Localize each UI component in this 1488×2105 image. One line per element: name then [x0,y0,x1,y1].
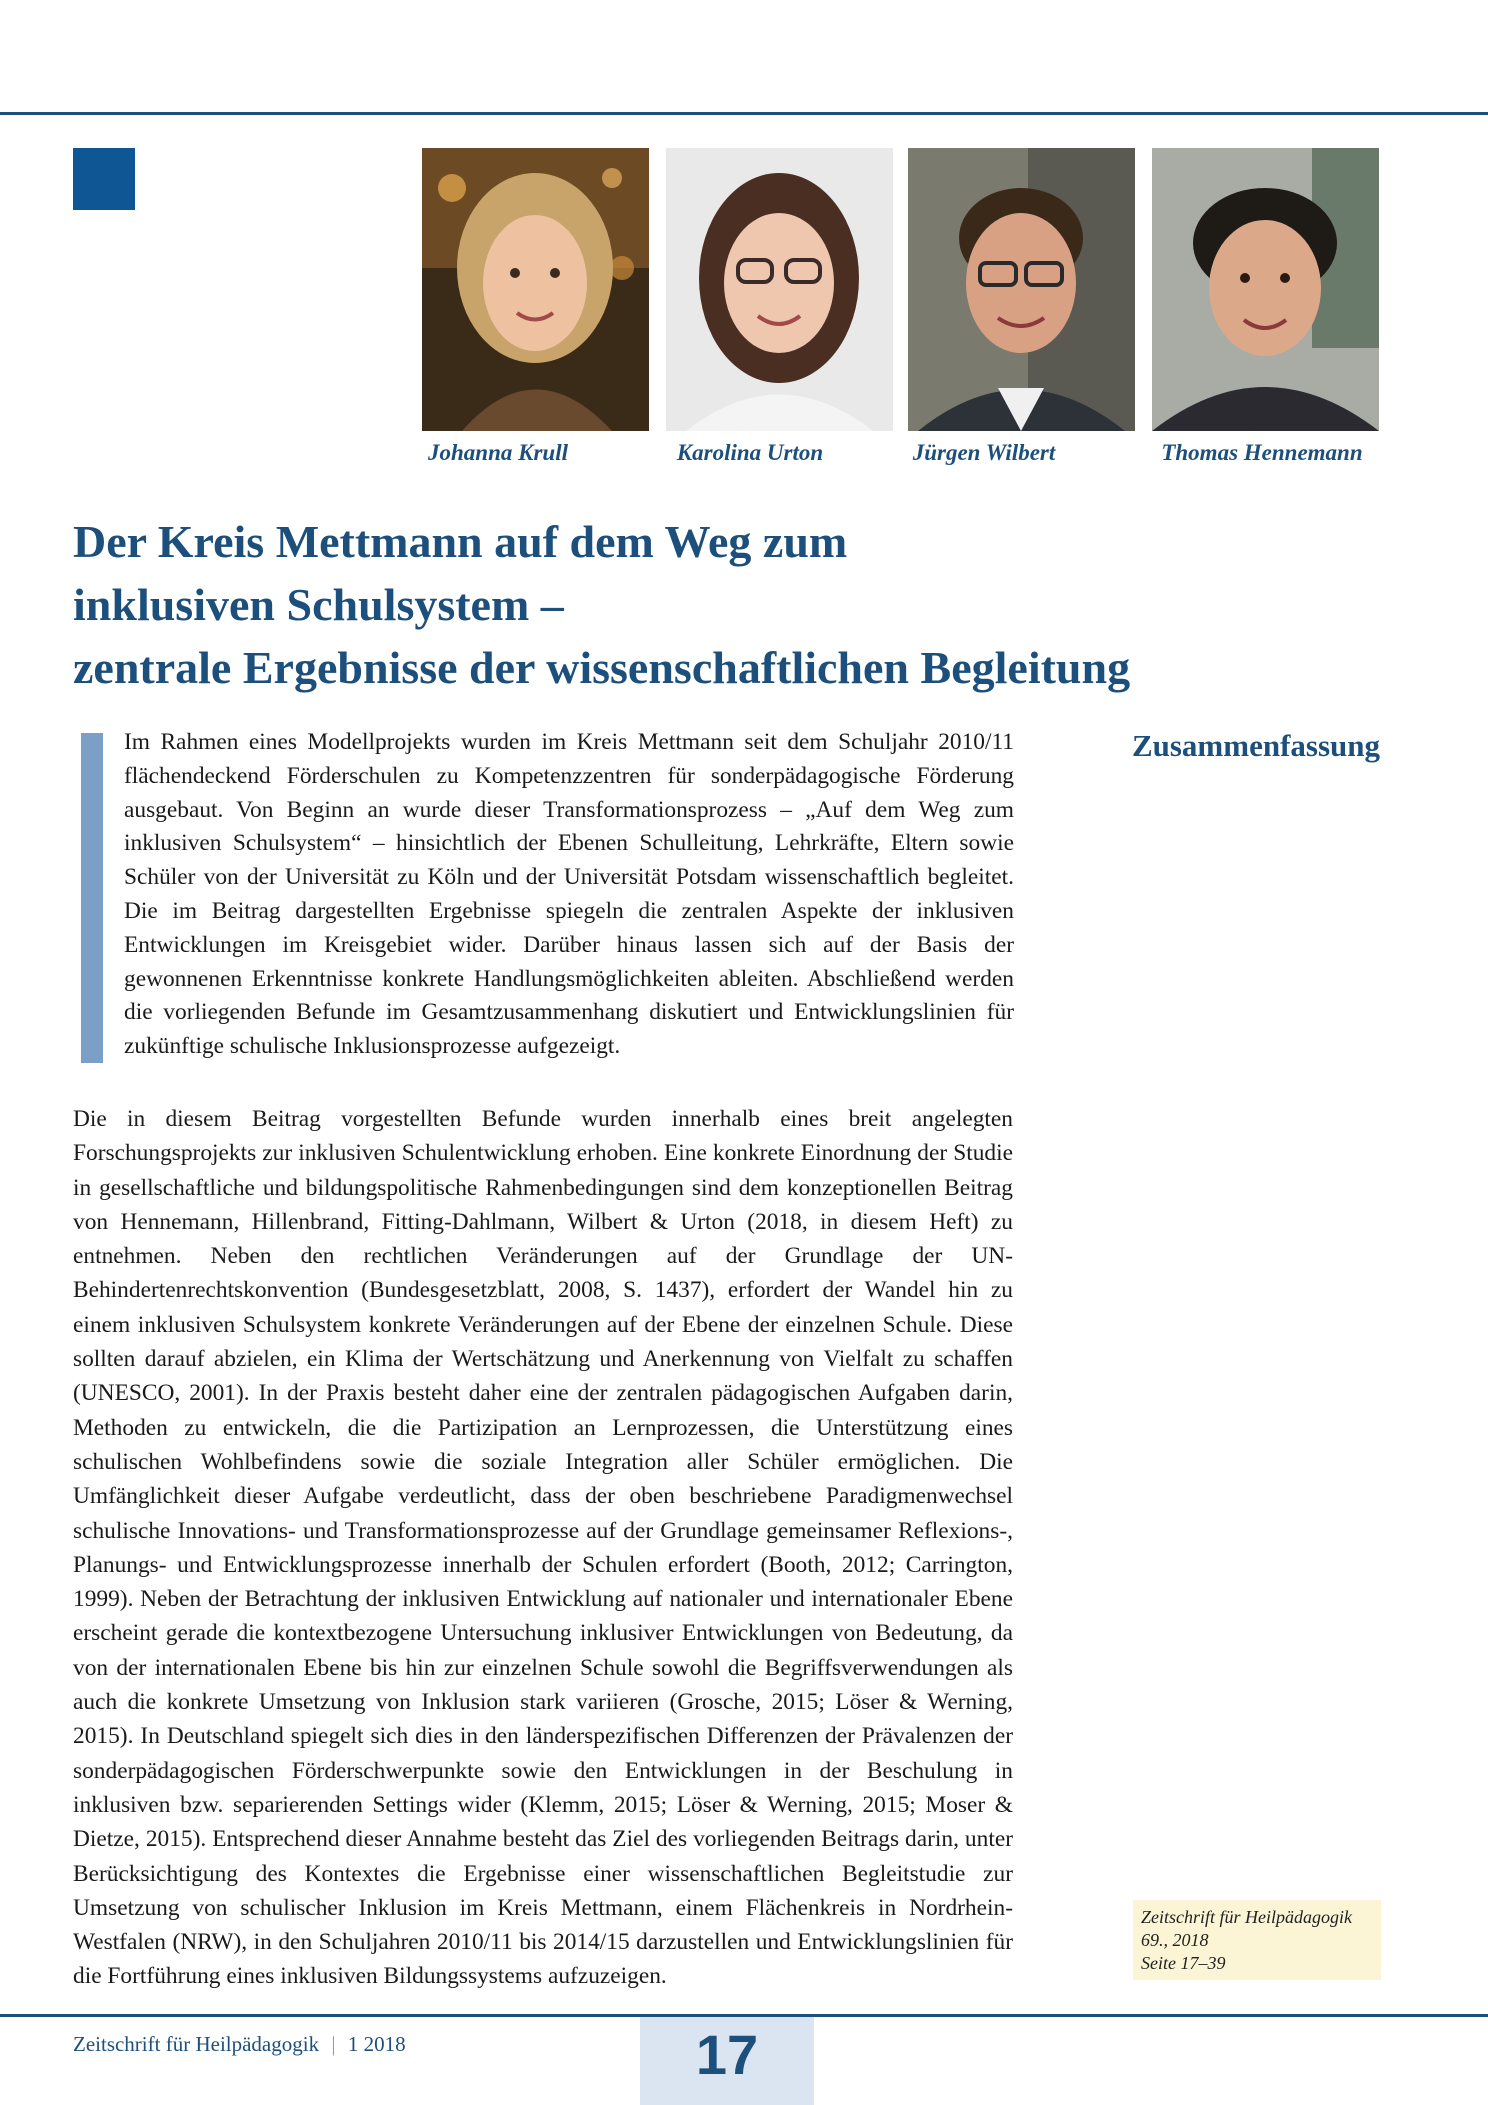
abstract-heading: Zusammenfassung [1131,728,1380,763]
author-photo-juergen-wilbert [908,148,1135,431]
author-photo-thomas-hennemann [1152,148,1379,431]
citation-volume: 69., 2018 [1141,1930,1209,1950]
top-rule [0,112,1488,115]
citation-pages: Seite 17–39 [1141,1953,1226,1973]
section-marker [73,148,135,210]
citation-journal: Zeitschrift für Heilpädagogik [1141,1907,1352,1927]
footer-separator: | [331,2032,336,2056]
article-title [73,510,1373,699]
abstract-text: Im Rahmen eines Modellprojekts wurden im Kreis Mettmann seit dem Schuljahr 2010/11 flächendeckend Förderschulen zu Kompetenzzentren für sonderpädagogische Förderung ausgebaut. Von Beginn an wurde dieser Transformationsprozess – „Auf dem Weg zum inklusiven Schulsystem“ – hinsichtlich der Ebenen Schulleitung, Lehrkräfte, Eltern sowie Schüler von der Universität zu Köln und der Universität Potsdam wissenschaftlich begleitet. Die im Beitrag dargestellten Ergebnisse spiegeln die zentralen Aspekte der inklusiven Entwicklungen im Kreisgebiet wider. Darüber hinaus lassen sich auf der Basis der gewonnenen Erkenntnisse konkrete Handlungsmöglichkeiten ableiten. Abschließend werden die vorliegenden Befunde im Gesamtzusammenhang diskutiert und Entwicklungslinien für zukünftige schulische Inklusionsprozesse aufgezeigt. [124,729,1014,1060]
footer-issue: 1 2018 [347,2032,406,2056]
footer-journal: Zeitschrift für Heilpädagogik [73,2032,320,2056]
title-line: Der Kreis Mettmann auf dem Weg zum [73,516,848,567]
author-name: Karolina Urton [676,440,824,465]
citation-box [1133,1900,1381,1980]
page-number: 17 [640,2017,814,2105]
author-photo-karolina-urton [666,148,893,431]
author-name: Thomas Hennemann [1161,440,1363,465]
footer-journal-info [73,2032,406,2057]
author-photo-johanna-krull [422,148,649,431]
title-line: zentrale Ergebnisse der wissenschaftlichen Begleitung [73,642,1131,693]
abstract-bar [81,733,103,1063]
author-name: Johanna Krull [428,440,568,465]
title-line: inklusiven Schulsystem – [73,579,564,630]
author-name: Jürgen Wilbert [912,440,1056,465]
body-paragraph: Die in diesem Beitrag vorgestellten Befunde wurden innerhalb eines breit angelegten Forschungsprojekts zur inklusiven Schulentwicklung erhoben. Eine konkrete Einordnung der Studie in gesellschaftliche und bildungspolitische Rahmenbedingungen sind dem konzeptionellen Beitrag von Hennemann, Hillenbrand, Fitting-Dahlmann, Wilbert & Urton (2018, in diesem Heft) zu entnehmen. Neben den rechtlichen Veränderungen auf der Grundlage der UN-Behindertenrechtskonvention (Bundesgesetzblatt, 2008, S. 1437), erfordert der Wandel hin zu einem inklusiven Schulsystem konkrete Veränderungen auf der Ebene der einzelnen Schule. Diese sollten darauf abzielen, ein Klima der Wertschätzung und Anerkennung von Vielfalt zu schaffen (UNESCO, 2001). In der Praxis besteht daher eine der zentralen pädagogischen Aufgaben darin, Methoden zu entwickeln, die die Partizipation an Lernprozessen, die Unterstützung eines schulischen Wohlbefindens sowie die soziale Integration aller Schüler ermöglichen. Die Umfänglichkeit dieser Aufgabe verdeutlicht, dass der oben beschriebene Paradigmenwechsel schulische Innovations- und Transformationsprozesse auf der Grundlage gemeinsamer Reflexions-, Planungs- und Entwicklungsprozesse innerhalb der Schulen erfordert (Booth, 2012; Carrington, 1999). Neben der Betrachtung der inklusiven Entwicklung auf nationaler und internationaler Ebene erscheint gerade die kontextbezogene Untersuchung inklusiver Entwicklungen von Bedeutung, da von der internationalen Ebene bis hin zur einzelnen Schule sowohl die Begriffsverwendungen als auch die konkrete Umsetzung von Inklusion stark variieren (Grosche, 2015; Löser & Werning, 2015). In Deutschland spiegelt sich dies in den länderspezifischen Differenzen der Prävalenzen der sonderpädagogischen Förderschwerpunkte sowie den Entwicklungen in der Beschulung in inklusiven bzw. separierenden Settings wider (Klemm, 2015; Löser & Werning, 2015; Moser & Dietze, 2015). Entsprechend dieser Annahme besteht das Ziel des vorliegenden Beitrags darin, unter Berücksichtigung des Kontextes die Ergebnisse einer wissenschaftlichen Begleitstudie zur Umsetzung von schulischer Inklusion im Kreis Mettmann, einem Flächenkreis in Nordrhein-Westfalen (NRW), in den Schuljahren 2010/11 bis 2014/15 darzustellen und Entwicklungslinien für die Fortführung eines inklusiven Bildungssystems aufzuzeigen. [73,1106,1013,1990]
